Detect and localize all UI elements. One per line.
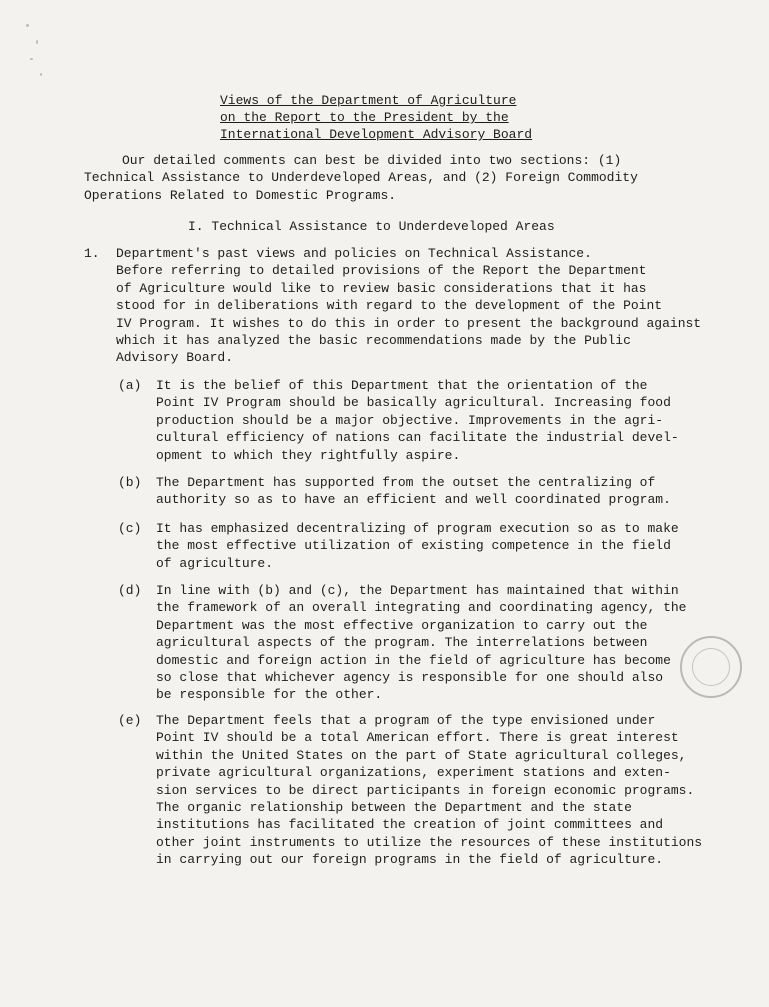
intro-line: Technical Assistance to Underdeveloped Areas, and (2) Foreign Commodity	[84, 170, 638, 186]
subitem-line: cultural efficiency of nations can facilitate the industrial devel-	[156, 430, 679, 446]
speck	[30, 58, 33, 60]
subitem-line: It has emphasized decentralizing of program execution so as to make	[156, 521, 679, 536]
subitem-label: (b)	[118, 475, 142, 490]
subitem-line: Point IV Program should be basically agricultural. Increasing food	[156, 395, 671, 411]
document-title	[220, 92, 560, 143]
subitem-line: The Department has supported from the outset the centralizing of	[156, 475, 656, 490]
item-number: 1.	[84, 246, 100, 261]
subitem-line: agricultural aspects of the program. The interrelations between	[156, 635, 648, 651]
subitem-line: Department was the most effective organization to carry out the	[156, 617, 648, 633]
subitem-label: (e)	[118, 713, 142, 728]
subitem-line: authority so as to have an efficient and well coordinated program.	[156, 492, 671, 508]
intro-line: Operations Related to Domestic Programs.	[84, 187, 397, 203]
subitem-line: of agriculture.	[156, 555, 274, 571]
section-heading	[188, 218, 555, 235]
subitem-line: institutions has facilitated the creation of joint committees and	[156, 817, 664, 833]
subitem-line: the framework of an overall integrating and coordinating agency, the	[156, 600, 687, 616]
speck	[36, 40, 38, 44]
item-line: IV Program. It wishes to do this in order to present the background against	[116, 315, 702, 331]
item-line: of Agriculture would like to review basic considerations that it has	[116, 280, 647, 296]
title-line-3: International Development Advisory Board	[220, 127, 533, 142]
subitem-text	[156, 520, 679, 572]
subitem-line: so close that whichever agency is responsible for one should also	[156, 669, 664, 685]
subitem-line: In line with (b) and (c), the Department has maintained that within	[156, 583, 679, 598]
title-line-1: Views of the Department of Agriculture	[220, 93, 517, 108]
subitem-line: It is the belief of this Department that the orientation of the	[156, 378, 648, 393]
title-line-2: on the Report to the President by the	[220, 110, 509, 125]
subitem-label: (a)	[118, 378, 142, 393]
subitem-line: domestic and foreign action in the field of agriculture has become	[156, 652, 671, 668]
subitem-text	[156, 377, 679, 464]
subitem-line: other joint instruments to utilize the resources of these institutions	[156, 834, 703, 850]
subitem-text	[156, 474, 671, 509]
subitem-text	[156, 712, 702, 869]
subitem-label: (c)	[118, 521, 142, 536]
subitem-line: The organic relationship between the Department and the state	[156, 799, 632, 815]
speck	[40, 73, 42, 76]
item-line: Department's past views and policies on Technical Assistance.	[116, 246, 592, 261]
subitem-line: within the United States on the part of State agricultural colleges,	[156, 747, 687, 763]
subitem-line: The Department feels that a program of the type envisioned under	[156, 713, 656, 728]
subitem-line: in carrying out our foreign programs in the field of agriculture.	[156, 852, 664, 868]
stamp-inner-ring	[692, 648, 730, 686]
speck	[26, 24, 29, 27]
subitem-line: opment to which they rightfully aspire.	[156, 447, 461, 463]
subitem-line: Point IV should be a total American effort. There is great interest	[156, 730, 679, 746]
item-line: stood for in deliberations with regard to the development of the Point	[116, 298, 663, 314]
intro-paragraph	[84, 152, 638, 204]
margin-specks	[22, 18, 62, 98]
subitem-text	[156, 582, 687, 704]
item-body	[116, 245, 701, 367]
subitem-line: production should be a major objective. Improvements in the agri-	[156, 412, 664, 428]
archive-stamp	[680, 636, 742, 698]
subitem-line: private agricultural organizations, experiment stations and exten-	[156, 765, 671, 781]
item-line: Advisory Board.	[116, 350, 234, 366]
intro-line: Our detailed comments can best be divided into two sections: (1)	[122, 153, 622, 168]
subitem-line: the most effective utilization of existing competence in the field	[156, 538, 671, 554]
section-heading-text: I. Technical Assistance to Underdeveloped Areas	[188, 219, 555, 234]
item-line: which it has analyzed the basic recommendations made by the Public	[116, 332, 631, 348]
subitem-line: be responsible for the other.	[156, 687, 383, 703]
subitem-label: (d)	[118, 583, 142, 598]
item-line: Before referring to detailed provisions of the Report the Department	[116, 263, 647, 279]
subitem-line: sion services to be direct participants in foreign economic programs.	[156, 782, 695, 798]
